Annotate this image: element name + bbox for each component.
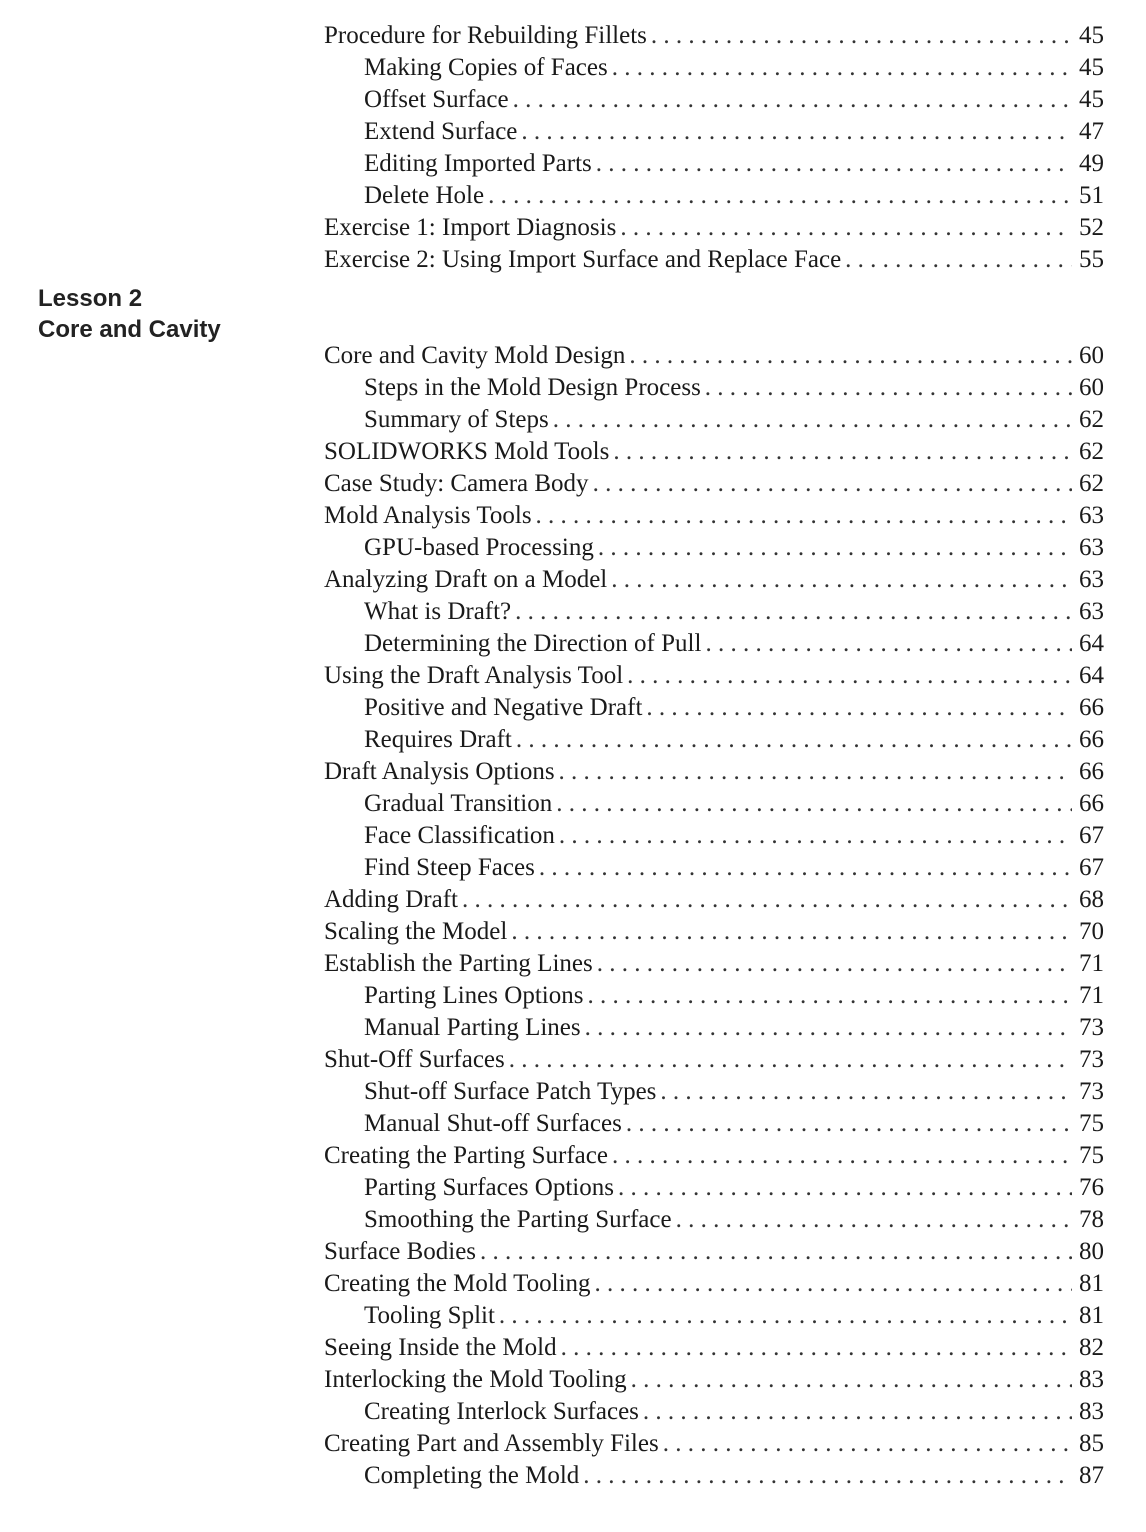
toc-entry-title: Analyzing Draft on a Model (324, 566, 608, 593)
toc-entry-title: Manual Parting Lines (364, 1014, 581, 1041)
toc-entry-title: Delete Hole (364, 182, 485, 209)
toc-page-number: 55 (1079, 246, 1104, 273)
toc-page-number: 81 (1079, 1270, 1104, 1297)
toc-entry[interactable] (324, 212, 1104, 244)
toc-entry[interactable] (324, 1364, 1104, 1396)
toc-page-number: 49 (1079, 150, 1104, 177)
toc-entry-title: SOLIDWORKS Mold Tools (324, 438, 610, 465)
toc-subentry[interactable] (324, 180, 1104, 212)
toc-subentry[interactable] (324, 1300, 1104, 1332)
toc-entry-title: Shut-Off Surfaces (324, 1046, 505, 1073)
toc-page-number: 45 (1079, 86, 1104, 113)
toc-entry[interactable] (324, 660, 1104, 692)
toc-subentry[interactable] (324, 1076, 1104, 1108)
toc-entry-title: Summary of Steps (364, 406, 549, 433)
toc-subentry[interactable] (324, 52, 1104, 84)
toc-page-number: 67 (1079, 822, 1104, 849)
toc-page-number: 71 (1079, 982, 1104, 1009)
toc-page-number: 52 (1079, 214, 1104, 241)
toc-entry-title: What is Draft? (364, 598, 512, 625)
dot-leader (583, 1460, 1072, 1492)
toc-page-number: 62 (1079, 470, 1104, 497)
toc-page-number: 60 (1079, 342, 1104, 369)
toc-subentry[interactable] (324, 1172, 1104, 1204)
dot-leader (559, 756, 1072, 788)
toc-entry-title: GPU-based Processing (364, 534, 594, 561)
toc-page-number: 64 (1079, 662, 1104, 689)
toc-entry[interactable] (324, 1268, 1104, 1300)
toc-page-number: 75 (1079, 1142, 1104, 1169)
dot-leader (516, 724, 1072, 756)
toc-page-number: 73 (1079, 1046, 1104, 1073)
toc-entry-title: Shut-off Surface Patch Types (364, 1078, 657, 1105)
toc-entry-title: Adding Draft (324, 886, 458, 913)
dot-leader (480, 1236, 1072, 1268)
dot-leader (488, 180, 1072, 212)
toc-subentry[interactable] (324, 692, 1104, 724)
toc-entry-title: Editing Imported Parts (364, 150, 592, 177)
dot-leader (499, 1300, 1072, 1332)
toc-entry-title: Creating the Parting Surface (324, 1142, 608, 1169)
toc-subentry[interactable] (324, 788, 1104, 820)
toc-entry[interactable] (324, 340, 1104, 372)
toc-entry-title: Smoothing the Parting Surface (364, 1206, 672, 1233)
toc-entry[interactable] (324, 1236, 1104, 1268)
toc-page-number: 73 (1079, 1014, 1104, 1041)
toc-page-number: 66 (1079, 790, 1104, 817)
toc-page-number: 63 (1079, 566, 1104, 593)
toc-entry-title: Seeing Inside the Mold (324, 1334, 557, 1361)
toc-page-number: 63 (1079, 502, 1104, 529)
toc-entry-title: Positive and Negative Draft (364, 694, 643, 721)
dot-leader (559, 820, 1072, 852)
toc-page-number: 66 (1079, 758, 1104, 785)
toc-subentry[interactable] (324, 852, 1104, 884)
lesson-title: Core and Cavity (38, 316, 221, 343)
toc-entry-title: Parting Lines Options (364, 982, 584, 1009)
toc-subentry[interactable] (324, 980, 1104, 1012)
toc-list-lesson-2 (324, 340, 1104, 1492)
dot-leader (539, 852, 1072, 884)
toc-list-previous-lesson (324, 20, 1104, 276)
toc-entry-title: Scaling the Model (324, 918, 508, 945)
dot-leader (587, 980, 1072, 1012)
dot-leader (511, 916, 1072, 948)
toc-entry-title: Core and Cavity Mold Design (324, 342, 626, 369)
toc-entry[interactable] (324, 468, 1104, 500)
toc-page-number: 68 (1079, 886, 1104, 913)
toc-entry-title: Tooling Split (364, 1302, 495, 1329)
toc-page-number: 67 (1079, 854, 1104, 881)
dot-leader (515, 596, 1072, 628)
dot-leader (595, 1268, 1072, 1300)
toc-entry-title: Steps in the Mold Design Process (364, 374, 701, 401)
toc-page-number: 73 (1079, 1078, 1104, 1105)
dot-leader (613, 436, 1072, 468)
toc-entry-title: Making Copies of Faces (364, 54, 608, 81)
dot-leader (660, 1076, 1072, 1108)
toc-entry-title: Find Steep Faces (364, 854, 535, 881)
toc-subentry[interactable] (324, 1204, 1104, 1236)
toc-page-number: 63 (1079, 598, 1104, 625)
dot-leader (612, 52, 1072, 84)
lesson-heading (38, 283, 221, 345)
dot-leader (651, 20, 1072, 52)
toc-entry[interactable] (324, 20, 1104, 52)
toc-entry-title: Offset Surface (364, 86, 509, 113)
dot-leader (705, 372, 1072, 404)
toc-entry-title: Exercise 1: Import Diagnosis (324, 214, 617, 241)
toc-subentry[interactable] (324, 820, 1104, 852)
toc-entry-title: Requires Draft (364, 726, 512, 753)
toc-page-number: 75 (1079, 1110, 1104, 1137)
toc-entry-title: Interlocking the Mold Tooling (324, 1366, 627, 1393)
dot-leader (631, 1364, 1072, 1396)
toc-entry[interactable] (324, 756, 1104, 788)
toc-page-number: 87 (1079, 1462, 1104, 1489)
toc-subentry[interactable] (324, 724, 1104, 756)
dot-leader (646, 692, 1072, 724)
toc-subentry[interactable] (324, 116, 1104, 148)
toc-page-number: 47 (1079, 118, 1104, 145)
toc-entry[interactable] (324, 244, 1104, 276)
toc-entry-title: Gradual Transition (364, 790, 553, 817)
toc-entry-title: Creating the Mold Tooling (324, 1270, 591, 1297)
dot-leader (643, 1396, 1072, 1428)
dot-leader (705, 628, 1072, 660)
toc-entry-title: Draft Analysis Options (324, 758, 555, 785)
toc-entry-title: Surface Bodies (324, 1238, 477, 1265)
toc-entry[interactable] (324, 564, 1104, 596)
dot-leader (521, 116, 1072, 148)
toc-page-number: 83 (1079, 1366, 1104, 1393)
dot-leader (513, 84, 1072, 116)
toc-entry[interactable] (324, 1332, 1104, 1364)
toc-subentry[interactable] (324, 532, 1104, 564)
toc-subentry[interactable] (324, 404, 1104, 436)
toc-page-number: 66 (1079, 726, 1104, 753)
toc-page-number: 45 (1079, 22, 1104, 49)
toc-subentry[interactable] (324, 148, 1104, 180)
dot-leader (676, 1204, 1072, 1236)
toc-page-number: 62 (1079, 406, 1104, 433)
toc-entry-title: Completing the Mold (364, 1462, 580, 1489)
toc-entry-title: Exercise 2: Using Import Surface and Replace Face (324, 246, 842, 273)
toc-entry[interactable] (324, 500, 1104, 532)
dot-leader (553, 404, 1072, 436)
toc-entry[interactable] (324, 948, 1104, 980)
dot-leader (509, 1044, 1072, 1076)
dot-leader (629, 340, 1072, 372)
toc-subentry[interactable] (324, 1460, 1104, 1492)
toc-entry-title: Creating Part and Assembly Files (324, 1430, 659, 1457)
toc-entry-title: Determining the Direction of Pull (364, 630, 702, 657)
toc-page-number: 85 (1079, 1430, 1104, 1457)
dot-leader (627, 660, 1072, 692)
toc-page-number: 76 (1079, 1174, 1104, 1201)
toc-page-number: 60 (1079, 374, 1104, 401)
toc-page-number: 71 (1079, 950, 1104, 977)
dot-leader (845, 244, 1072, 276)
toc-entry[interactable] (324, 1044, 1104, 1076)
toc-subentry[interactable] (324, 1012, 1104, 1044)
dot-leader (597, 948, 1072, 980)
toc-subentry[interactable] (324, 372, 1104, 404)
toc-entry-title: Extend Surface (364, 118, 518, 145)
dot-leader (561, 1332, 1072, 1364)
dot-leader (612, 1140, 1072, 1172)
dot-leader (620, 212, 1072, 244)
toc-entry[interactable] (324, 436, 1104, 468)
toc-entry-title: Manual Shut-off Surfaces (364, 1110, 622, 1137)
toc-subentry[interactable] (324, 84, 1104, 116)
dot-leader (598, 532, 1072, 564)
toc-entry-title: Procedure for Rebuilding Fillets (324, 22, 647, 49)
dot-leader (585, 1012, 1072, 1044)
toc-entry-title: Using the Draft Analysis Tool (324, 662, 624, 689)
lesson-number: Lesson 2 (38, 285, 143, 312)
toc-entry-title: Face Classification (364, 822, 555, 849)
toc-page-number: 81 (1079, 1302, 1104, 1329)
toc-page-number: 51 (1079, 182, 1104, 209)
toc-entry[interactable] (324, 916, 1104, 948)
dot-leader (611, 564, 1072, 596)
dot-leader (596, 148, 1072, 180)
dot-leader (626, 1108, 1072, 1140)
toc-subentry[interactable] (324, 596, 1104, 628)
toc-entry-title: Establish the Parting Lines (324, 950, 593, 977)
toc-subentry[interactable] (324, 1108, 1104, 1140)
toc-subentry[interactable] (324, 628, 1104, 660)
toc-page-number: 62 (1079, 438, 1104, 465)
dot-leader (462, 884, 1072, 916)
toc-entry-title: Parting Surfaces Options (364, 1174, 614, 1201)
toc-page-number: 82 (1079, 1334, 1104, 1361)
toc-page-number: 80 (1079, 1238, 1104, 1265)
toc-subentry[interactable] (324, 1396, 1104, 1428)
toc-entry-title: Case Study: Camera Body (324, 470, 589, 497)
toc-page-number: 64 (1079, 630, 1104, 657)
toc-entry[interactable] (324, 884, 1104, 916)
dot-leader (663, 1428, 1072, 1460)
toc-page-number: 70 (1079, 918, 1104, 945)
toc-page-number: 78 (1079, 1206, 1104, 1233)
dot-leader (536, 500, 1072, 532)
toc-page-number: 66 (1079, 694, 1104, 721)
toc-entry-title: Creating Interlock Surfaces (364, 1398, 639, 1425)
toc-entry-title: Mold Analysis Tools (324, 502, 532, 529)
dot-leader (556, 788, 1072, 820)
dot-leader (593, 468, 1072, 500)
toc-entry[interactable] (324, 1140, 1104, 1172)
toc-entry[interactable] (324, 1428, 1104, 1460)
toc-page-number: 45 (1079, 54, 1104, 81)
dot-leader (618, 1172, 1072, 1204)
toc-page-number: 83 (1079, 1398, 1104, 1425)
toc-page-number: 63 (1079, 534, 1104, 561)
